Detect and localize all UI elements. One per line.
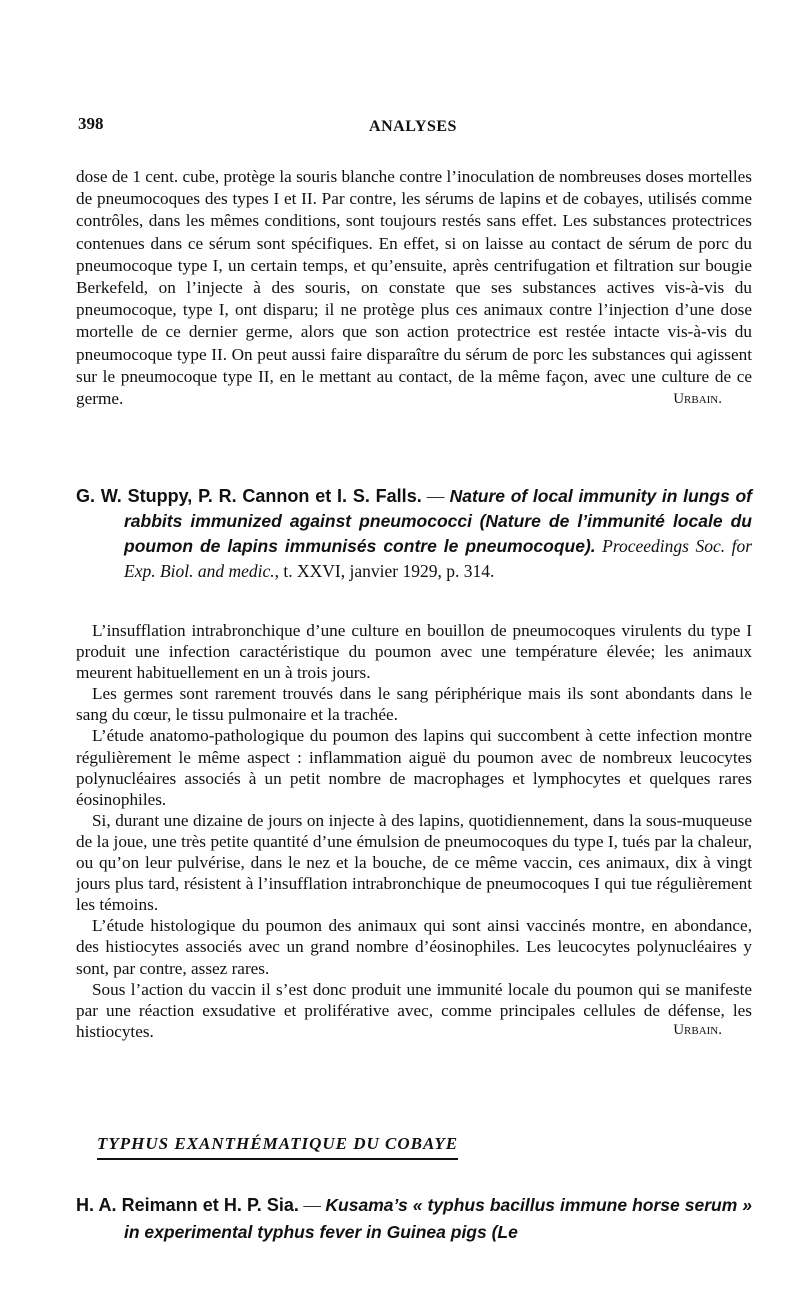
citation-title-fr: (Nature de l’immunité locale du poumon de lapins immunisés contre le pneumocoque). xyxy=(124,511,752,556)
article-body xyxy=(76,620,752,1041)
page-number: 398 xyxy=(78,114,104,133)
paragraph-text: Sous l’action du vaccin il s’est donc produit une immunité locale du poumon qui se manifeste par une réaction exsudative et proliférative avec, comme principales cellules de défense, les histiocytes. xyxy=(76,979,752,1041)
citation-details: , t. XXVI, janvier 1929, p. 314. xyxy=(274,561,495,581)
citation-title-en: Kusama’s « typhus bacillus immune horse serum » in experimental typhus fever in Guinea pigs (Le xyxy=(124,1195,753,1242)
rubric-heading: TYPHUS EXANTHÉMATIQUE DU COBAYE xyxy=(97,1134,458,1160)
running-head xyxy=(78,114,748,142)
citation-title-en: Nature of local immunity in lungs of rabbits immunized against pneumococci xyxy=(124,486,752,531)
citation-authors: G. W. Stuppy, P. R. Cannon et I. S. Falls. xyxy=(76,486,422,506)
citation-authors: H. A. Reimann et H. P. Sia. xyxy=(76,1195,299,1215)
paragraph: L’étude histologique du poumon des animaux qui sont ainsi vaccinés montre, en abondance, des histiocytes associés avec un grand nombre d’éosinophiles. Les leucocytes polynucléaires y sont, par contre, assez rares. xyxy=(76,916,752,978)
signature: Urbain. xyxy=(673,1021,722,1038)
citation-dash: — xyxy=(421,486,450,506)
section-title: ANALYSES xyxy=(369,118,457,135)
paragraph: L’étude anatomo-pathologique du poumon des lapins qui succombent à cette infection montre régulièrement le même aspect : inflammation aiguë du poumon avec de nombreux leucocytes polynucléaires associés à un petit nombre de macrophages et lymphocytes et quelques rares éosinophiles. xyxy=(76,726,752,809)
reference-entry xyxy=(76,1192,752,1246)
abstract-text: dose de 1 cent. cube, protège la souris blanche contre l’inoculation de nombreuses doses mortelles de pneumocoques des types I et II. Par contre, les sérums de lapins et de cobayes, utilisés comme contrôles, dans les mêmes conditions, sont toujours restés sans effet. Les substances protectrices contenues dans ce sérum sont spécifiques. En effet, si on laisse au contact de sérum de porc du pneumocoque type I, un certain temps, et qu’ensuite, après centrifugation et filtration sur bougie Berkefeld, on l’injecte à des souris, on constate que ses substances actives vis-à-vis du pneumocoque, type I, ont disparu; il ne protège plus ces animaux contre l’injection d’une dose mortelle de ce dernier germe, alors que son action protectrice est restée intacte vis-à-vis du pneumocoque type II. On peut aussi faire disparaître du sérum de porc les substances qui agissent sur le pneumocoque type II, en le mettant au contact, de la même façon, avec une culture de ce germe. xyxy=(76,167,752,409)
paragraph: Si, durant une dizaine de jours on injecte à des lapins, quotidiennement, dans la sous-muqueuse de la joue, une très petite quantité d’une émulsion de pneumocoques du type I, tués par la chaleur, ou qu’on leur pulvérise, dans le nez et la bouche, de ce même vaccin, ces animaux, dix à vingt jours plus tard, résistent à l’insufflation intrabronchique de pneumocoques I qui tue régulièrement les témoins. xyxy=(76,810,752,915)
paragraph: Les germes sont rarement trouvés dans le sang périphérique mais ils sont abondants dans le sang du cœur, le tissu pulmonaire et la trachée. xyxy=(76,684,752,725)
citation-journal: Proceedings Soc. for Exp. Biol. and medic. xyxy=(124,536,753,581)
citation-dash: — xyxy=(298,1195,326,1215)
reference-entry xyxy=(76,484,752,584)
signature: Urbain. xyxy=(673,391,722,408)
citation xyxy=(76,1192,752,1246)
citation xyxy=(76,484,752,584)
paragraph: L’insufflation intrabronchique d’une culture en bouillon de pneumocoques virulents du type I produit une infection caractéristique du poumon avec une température élevée; les animaux meurent habituellement en un à trois jours. xyxy=(76,621,752,683)
continued-abstract xyxy=(76,166,752,410)
